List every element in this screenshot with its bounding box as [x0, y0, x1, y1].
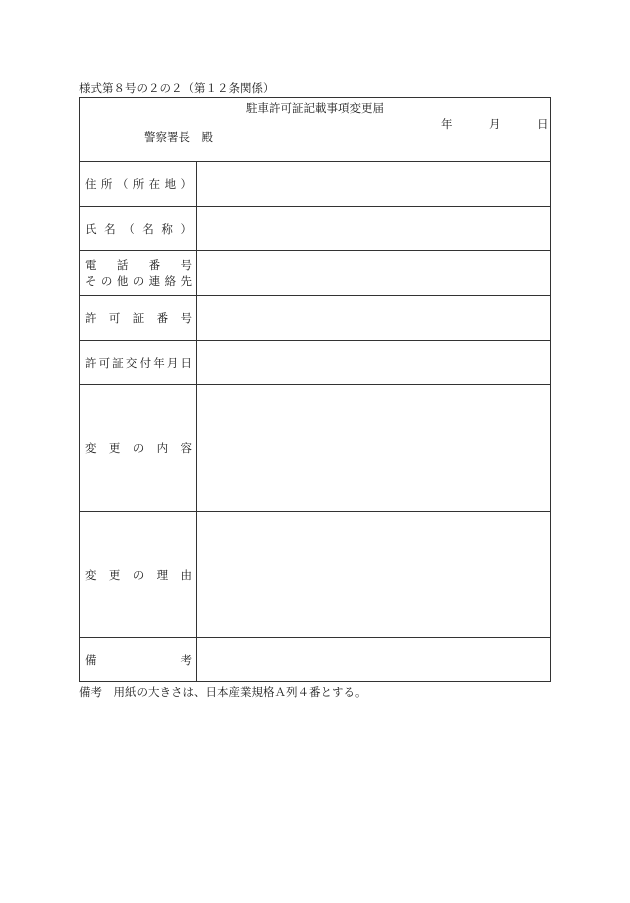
row-name — [80, 207, 550, 251]
row-label — [80, 296, 197, 340]
row-contact — [80, 251, 550, 296]
row-label — [80, 207, 197, 250]
form-title: 駐車許可証記載事項変更届 — [246, 101, 384, 115]
addressee: 警察署長 殿 — [144, 130, 213, 144]
row-label — [80, 385, 197, 511]
row-label — [80, 341, 197, 384]
row-remarks — [80, 638, 550, 681]
label-line: 住所（所在地） — [85, 177, 192, 191]
label-line: その他の連絡先 — [85, 274, 192, 288]
label-line: 許可証番号 — [85, 311, 192, 325]
form-number: 様式第８号の２の２（第１２条関係） — [79, 81, 275, 95]
row-label — [80, 512, 197, 637]
label-line: 変更の内容 — [85, 441, 192, 455]
row-change-details — [80, 385, 550, 512]
application-form — [79, 97, 551, 682]
label-line: 備考 — [85, 652, 192, 667]
date-day-label: 日 — [537, 117, 549, 131]
date-year-label: 年 — [441, 117, 453, 131]
remarks-field[interactable] — [197, 638, 550, 681]
contact-field[interactable] — [197, 251, 550, 295]
address-field[interactable] — [197, 162, 550, 206]
label-line: 氏名（名称） — [85, 221, 192, 236]
issue-date-field[interactable] — [197, 341, 550, 384]
row-permit-number — [80, 296, 550, 341]
row-label — [80, 638, 197, 681]
row-address — [80, 162, 550, 207]
label-line: 許可証交付年月日 — [85, 355, 192, 370]
row-change-reason — [80, 512, 550, 638]
label-line: 変更の理由 — [85, 567, 192, 582]
label-line: 電話番号 — [85, 258, 192, 272]
date-month-label: 月 — [489, 117, 501, 131]
row-label — [80, 162, 197, 206]
footnote: 備考 用紙の大きさは、日本産業規格Ａ列４番とする。 — [79, 685, 367, 699]
row-issue-date — [80, 341, 550, 385]
change-details-field[interactable] — [197, 385, 550, 511]
permit-number-field[interactable] — [197, 296, 550, 340]
change-reason-field[interactable] — [197, 512, 550, 637]
form-header — [80, 98, 550, 162]
name-field[interactable] — [197, 207, 550, 250]
row-label — [80, 251, 197, 295]
